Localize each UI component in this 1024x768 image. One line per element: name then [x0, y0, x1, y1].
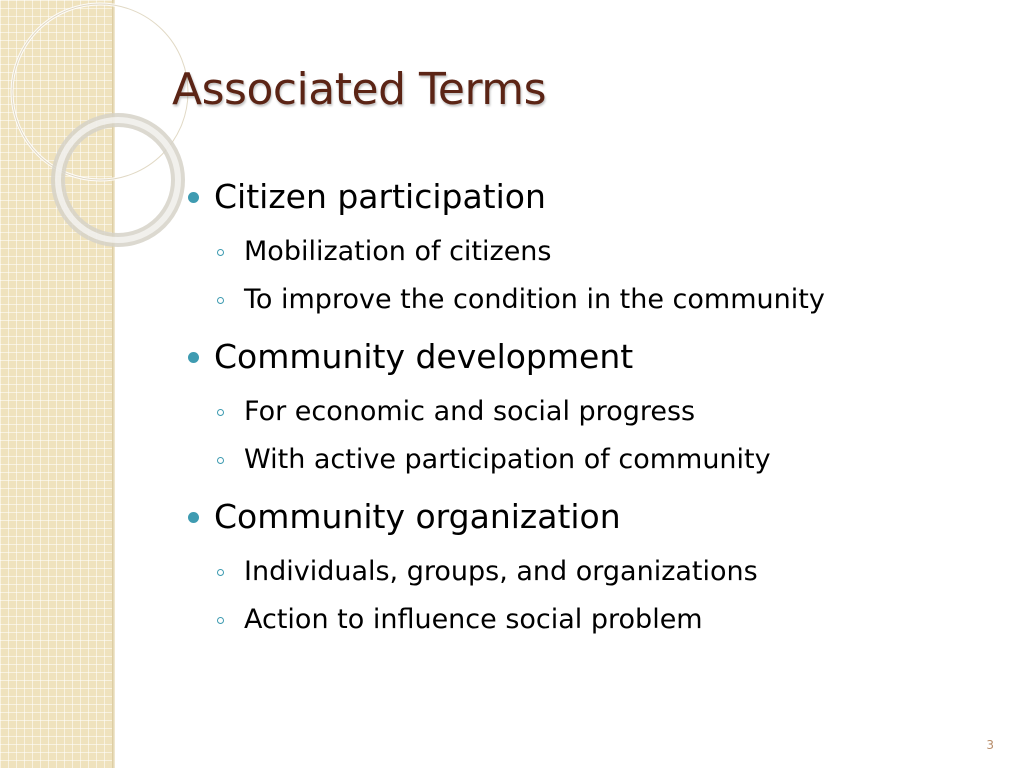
filled-circle-icon: [188, 352, 199, 363]
hollow-circle-icon: [217, 617, 224, 624]
filled-circle-icon: [188, 512, 199, 523]
sub-bullet-text: Mobilization of citizens: [244, 236, 552, 267]
sub-bullet-text: Action to influence social problem: [244, 604, 703, 635]
hollow-circle-icon: [217, 569, 224, 576]
bullet-item: [186, 172, 986, 222]
page-number: 3: [986, 738, 994, 752]
sub-bullet-text: Individuals, groups, and organizations: [244, 556, 758, 587]
hollow-circle-icon: [217, 297, 224, 304]
sub-bullet-item: [186, 440, 986, 480]
sub-bullet-item: [186, 600, 986, 640]
sub-bullet-item: [186, 280, 986, 320]
sub-bullet-item: [186, 552, 986, 592]
decorative-rings: [0, 0, 140, 260]
bullet-text: Citizen participation: [214, 177, 546, 216]
slide-title: Associated Terms: [172, 64, 547, 115]
bullet-item: [186, 332, 986, 382]
bullet-text: Community development: [214, 337, 634, 376]
hollow-circle-icon: [217, 249, 224, 256]
sub-bullet-text: For economic and social progress: [244, 396, 696, 427]
sub-bullet-text: To improve the condition in the community: [244, 284, 825, 315]
bullet-list: [186, 172, 986, 640]
filled-circle-icon: [188, 192, 199, 203]
sub-bullet-text: With active participation of community: [244, 444, 771, 475]
hollow-circle-icon: [217, 409, 224, 416]
sub-bullet-item: [186, 232, 986, 272]
bullet-item: [186, 492, 986, 542]
sub-bullet-item: [186, 392, 986, 432]
hollow-circle-icon: [217, 457, 224, 464]
bullet-text: Community organization: [214, 497, 621, 536]
